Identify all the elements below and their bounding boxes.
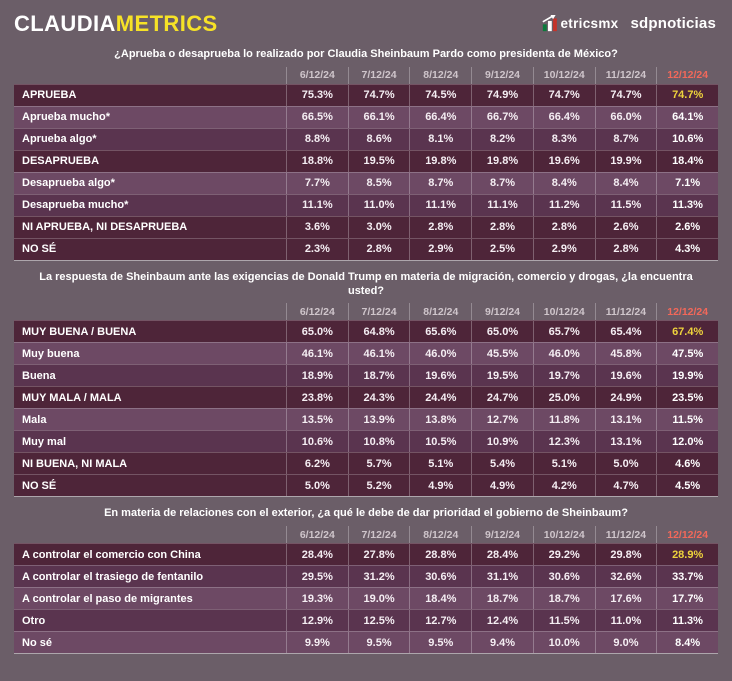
value-cell: 19.0% xyxy=(348,588,410,609)
row-label: MUY BUENA / BUENA xyxy=(22,325,137,338)
value-cell: 2.9% xyxy=(409,239,471,260)
value-cell: 19.9% xyxy=(656,365,718,386)
value-cell: 74.5% xyxy=(409,85,471,106)
value-cell: 7.7% xyxy=(286,173,348,194)
header-label-spacer xyxy=(14,67,286,84)
row-label: Aprueba algo* xyxy=(22,133,97,146)
value-cell: 28.4% xyxy=(286,544,348,565)
row-label: Otro xyxy=(22,614,46,627)
date-column-header: 9/12/24 xyxy=(471,526,533,543)
row-label: A controlar el paso de migrantes xyxy=(22,592,193,605)
brand-title xyxy=(14,10,218,36)
header-label-spacer xyxy=(14,303,286,320)
value-cell: 25.0% xyxy=(533,387,595,408)
value-cell: 28.4% xyxy=(471,544,533,565)
value-cell: 64.1% xyxy=(656,107,718,128)
value-cell: 4.9% xyxy=(409,475,471,496)
question-title: En materia de relaciones con el exterior, ¿a qué le debe de dar prioridad el gobierno de Sheinbaum? xyxy=(104,507,628,520)
value-cell: 10.6% xyxy=(286,431,348,452)
row-label: NO SÉ xyxy=(22,243,57,256)
value-cell: 18.4% xyxy=(409,588,471,609)
value-cell: 65.6% xyxy=(409,321,471,342)
value-cell: 33.7% xyxy=(656,566,718,587)
value-cell: 8.7% xyxy=(409,173,471,194)
value-cell: 24.3% xyxy=(348,387,410,408)
value-cell: 47.5% xyxy=(656,343,718,364)
value-cell: 74.9% xyxy=(471,85,533,106)
table-row xyxy=(14,216,718,238)
value-cell: 18.4% xyxy=(656,151,718,172)
date-column-header: 6/12/24 xyxy=(286,303,348,320)
value-cell: 12.5% xyxy=(348,610,410,631)
value-cell: 46.0% xyxy=(409,343,471,364)
value-cell: 46.1% xyxy=(286,343,348,364)
date-column-header: 7/12/24 xyxy=(348,67,410,84)
table-row xyxy=(14,84,718,106)
approval-section xyxy=(0,48,732,261)
value-cell: 18.7% xyxy=(348,365,410,386)
date-column-header: 8/12/24 xyxy=(409,526,471,543)
value-cell: 3.0% xyxy=(348,217,410,238)
value-cell: 12.7% xyxy=(409,610,471,631)
value-cell: 11.1% xyxy=(471,195,533,216)
value-cell: 19.7% xyxy=(533,365,595,386)
row-label: DESAPRUEBA xyxy=(22,155,100,168)
value-cell: 32.6% xyxy=(595,566,657,587)
value-cell: 9.5% xyxy=(409,632,471,653)
value-cell: 8.2% xyxy=(471,129,533,150)
value-cell: 11.1% xyxy=(409,195,471,216)
value-cell: 18.7% xyxy=(533,588,595,609)
value-cell: 28.8% xyxy=(409,544,471,565)
date-column-header: 12/12/24 xyxy=(656,526,718,543)
value-cell: 29.8% xyxy=(595,544,657,565)
value-cell: 28.9% xyxy=(656,544,718,565)
value-cell: 3.6% xyxy=(286,217,348,238)
sdpnoticias-wordmark: sdpnoticias xyxy=(630,15,716,32)
value-cell: 18.7% xyxy=(471,588,533,609)
foreign-priority-section xyxy=(0,507,732,654)
value-cell: 23.8% xyxy=(286,387,348,408)
value-cell: 19.6% xyxy=(409,365,471,386)
date-column-header: 12/12/24 xyxy=(656,67,718,84)
value-cell: 5.4% xyxy=(471,453,533,474)
value-cell: 8.4% xyxy=(533,173,595,194)
value-cell: 9.4% xyxy=(471,632,533,653)
date-column-header: 7/12/24 xyxy=(348,303,410,320)
value-cell: 2.6% xyxy=(595,217,657,238)
row-label: Aprueba mucho* xyxy=(22,111,111,124)
value-cell: 9.9% xyxy=(286,632,348,653)
value-cell: 8.7% xyxy=(471,173,533,194)
value-cell: 66.7% xyxy=(471,107,533,128)
row-label: NI BUENA, NI MALA xyxy=(22,457,128,470)
table-row xyxy=(14,194,718,216)
value-cell: 19.3% xyxy=(286,588,348,609)
value-cell: 75.3% xyxy=(286,85,348,106)
value-cell: 45.5% xyxy=(471,343,533,364)
value-cell: 4.6% xyxy=(656,453,718,474)
top-bar xyxy=(0,0,732,38)
value-cell: 46.1% xyxy=(348,343,410,364)
table-row xyxy=(14,150,718,172)
value-cell: 45.8% xyxy=(595,343,657,364)
value-cell: 19.9% xyxy=(595,151,657,172)
value-cell: 10.6% xyxy=(656,129,718,150)
value-cell: 66.4% xyxy=(533,107,595,128)
value-cell: 13.8% xyxy=(409,409,471,430)
partner-logos xyxy=(542,15,717,32)
row-label: A controlar el comercio con China xyxy=(22,548,201,561)
value-cell: 66.4% xyxy=(409,107,471,128)
date-column-header: 7/12/24 xyxy=(348,526,410,543)
table-row xyxy=(14,587,718,609)
value-cell: 4.9% xyxy=(471,475,533,496)
value-cell: 19.5% xyxy=(348,151,410,172)
value-cell: 29.5% xyxy=(286,566,348,587)
row-label: APRUEBA xyxy=(22,89,77,102)
row-label: MUY MALA / MALA xyxy=(22,391,122,404)
value-cell: 4.7% xyxy=(595,475,657,496)
row-label: Muy buena xyxy=(22,347,80,360)
value-cell: 2.8% xyxy=(348,239,410,260)
value-cell: 6.2% xyxy=(286,453,348,474)
value-cell: 11.1% xyxy=(286,195,348,216)
header-label-spacer xyxy=(14,526,286,543)
value-cell: 12.9% xyxy=(286,610,348,631)
date-column-header: 12/12/24 xyxy=(656,303,718,320)
value-cell: 66.1% xyxy=(348,107,410,128)
value-cell: 5.0% xyxy=(595,453,657,474)
date-column-header: 11/12/24 xyxy=(595,303,657,320)
value-cell: 10.9% xyxy=(471,431,533,452)
value-cell: 46.0% xyxy=(533,343,595,364)
value-cell: 4.5% xyxy=(656,475,718,496)
value-cell: 23.5% xyxy=(656,387,718,408)
row-label: Desaprueba mucho* xyxy=(22,199,129,212)
value-cell: 2.3% xyxy=(286,239,348,260)
value-cell: 8.5% xyxy=(348,173,410,194)
table-row xyxy=(14,364,718,386)
value-cell: 11.3% xyxy=(656,195,718,216)
table-row xyxy=(14,342,718,364)
date-column-header: 10/12/24 xyxy=(533,303,595,320)
value-cell: 13.1% xyxy=(595,431,657,452)
value-cell: 2.5% xyxy=(471,239,533,260)
table-row xyxy=(14,386,718,408)
value-cell: 65.0% xyxy=(286,321,348,342)
value-cell: 11.0% xyxy=(595,610,657,631)
value-cell: 9.5% xyxy=(348,632,410,653)
value-cell: 67.4% xyxy=(656,321,718,342)
value-cell: 65.0% xyxy=(471,321,533,342)
table-row xyxy=(14,106,718,128)
value-cell: 9.0% xyxy=(595,632,657,653)
value-cell: 74.7% xyxy=(656,85,718,106)
value-cell: 12.7% xyxy=(471,409,533,430)
value-cell: 4.2% xyxy=(533,475,595,496)
value-cell: 2.8% xyxy=(533,217,595,238)
table-row xyxy=(14,631,718,653)
metricsmx-barchart-icon xyxy=(542,15,559,32)
value-cell: 17.6% xyxy=(595,588,657,609)
table-date-header-row xyxy=(14,526,718,543)
value-cell: 8.4% xyxy=(595,173,657,194)
value-cell: 5.2% xyxy=(348,475,410,496)
date-column-header: 6/12/24 xyxy=(286,67,348,84)
value-cell: 10.0% xyxy=(533,632,595,653)
trump-response-section xyxy=(0,271,732,498)
value-cell: 5.0% xyxy=(286,475,348,496)
metricsmx-wordmark: etricsmx xyxy=(560,15,619,31)
table-row xyxy=(14,430,718,452)
value-cell: 13.9% xyxy=(348,409,410,430)
value-cell: 31.2% xyxy=(348,566,410,587)
value-cell: 11.5% xyxy=(595,195,657,216)
table-date-header-row xyxy=(14,303,718,320)
value-cell: 11.0% xyxy=(348,195,410,216)
value-cell: 12.0% xyxy=(656,431,718,452)
date-column-header: 10/12/24 xyxy=(533,67,595,84)
date-column-header: 6/12/24 xyxy=(286,526,348,543)
value-cell: 8.6% xyxy=(348,129,410,150)
trump-response-table xyxy=(14,303,718,497)
value-cell: 17.7% xyxy=(656,588,718,609)
value-cell: 2.8% xyxy=(471,217,533,238)
value-cell: 31.1% xyxy=(471,566,533,587)
table-row xyxy=(14,238,718,260)
value-cell: 19.5% xyxy=(471,365,533,386)
value-cell: 19.8% xyxy=(471,151,533,172)
value-cell: 19.6% xyxy=(533,151,595,172)
question-title: ¿Aprueba o desaprueba lo realizado por Claudia Sheinbaum Pardo como presidenta de México? xyxy=(114,48,618,60)
value-cell: 30.6% xyxy=(533,566,595,587)
table-row xyxy=(14,320,718,342)
value-cell: 74.7% xyxy=(348,85,410,106)
value-cell: 5.1% xyxy=(533,453,595,474)
row-label: A controlar el trasiego de fentanilo xyxy=(22,570,204,583)
value-cell: 8.4% xyxy=(656,632,718,653)
value-cell: 30.6% xyxy=(409,566,471,587)
value-cell: 8.7% xyxy=(595,129,657,150)
value-cell: 8.3% xyxy=(533,129,595,150)
date-column-header: 11/12/24 xyxy=(595,67,657,84)
table-row xyxy=(14,543,718,565)
date-column-header: 11/12/24 xyxy=(595,526,657,543)
foreign-priority-table xyxy=(14,526,718,654)
table-row xyxy=(14,609,718,631)
value-cell: 12.3% xyxy=(533,431,595,452)
table-row xyxy=(14,452,718,474)
value-cell: 18.8% xyxy=(286,151,348,172)
value-cell: 27.8% xyxy=(348,544,410,565)
value-cell: 2.8% xyxy=(595,239,657,260)
value-cell: 10.8% xyxy=(348,431,410,452)
row-label: Mala xyxy=(22,413,47,426)
brand-part-claudia: CLAUDIA xyxy=(14,10,116,36)
table-row xyxy=(14,172,718,194)
value-cell: 74.7% xyxy=(595,85,657,106)
value-cell: 4.3% xyxy=(656,239,718,260)
value-cell: 13.5% xyxy=(286,409,348,430)
row-label: Desaprueba algo* xyxy=(22,177,115,190)
date-column-header: 8/12/24 xyxy=(409,303,471,320)
brand-part-metrics: METRICS xyxy=(115,10,218,36)
row-label: NI APRUEBA, NI DESAPRUEBA xyxy=(22,221,188,234)
value-cell: 7.1% xyxy=(656,173,718,194)
date-column-header: 8/12/24 xyxy=(409,67,471,84)
value-cell: 66.0% xyxy=(595,107,657,128)
date-column-header: 9/12/24 xyxy=(471,303,533,320)
metricsmx-logo xyxy=(542,15,619,32)
date-column-header: 9/12/24 xyxy=(471,67,533,84)
approval-table xyxy=(14,67,718,261)
value-cell: 11.5% xyxy=(533,610,595,631)
value-cell: 19.8% xyxy=(409,151,471,172)
value-cell: 2.6% xyxy=(656,217,718,238)
value-cell: 29.2% xyxy=(533,544,595,565)
value-cell: 5.7% xyxy=(348,453,410,474)
value-cell: 13.1% xyxy=(595,409,657,430)
table-row xyxy=(14,565,718,587)
question-title: La respuesta de Sheinbaum ante las exigencias de Donald Trump en materia de migración, comercio y drogas, ¿la encuentra usted? xyxy=(39,270,693,297)
value-cell: 24.9% xyxy=(595,387,657,408)
value-cell: 11.3% xyxy=(656,610,718,631)
value-cell: 65.7% xyxy=(533,321,595,342)
value-cell: 19.6% xyxy=(595,365,657,386)
table-row xyxy=(14,408,718,430)
value-cell: 24.4% xyxy=(409,387,471,408)
table-row xyxy=(14,128,718,150)
value-cell: 24.7% xyxy=(471,387,533,408)
value-cell: 8.8% xyxy=(286,129,348,150)
value-cell: 5.1% xyxy=(409,453,471,474)
table-date-header-row xyxy=(14,67,718,84)
row-label: NO SÉ xyxy=(22,479,57,492)
row-label: No sé xyxy=(22,636,52,649)
value-cell: 11.2% xyxy=(533,195,595,216)
value-cell: 12.4% xyxy=(471,610,533,631)
value-cell: 11.5% xyxy=(656,409,718,430)
value-cell: 2.8% xyxy=(409,217,471,238)
value-cell: 74.7% xyxy=(533,85,595,106)
value-cell: 18.9% xyxy=(286,365,348,386)
value-cell: 8.1% xyxy=(409,129,471,150)
value-cell: 10.5% xyxy=(409,431,471,452)
value-cell: 66.5% xyxy=(286,107,348,128)
value-cell: 2.9% xyxy=(533,239,595,260)
value-cell: 64.8% xyxy=(348,321,410,342)
row-label: Muy mal xyxy=(22,435,67,448)
date-column-header: 10/12/24 xyxy=(533,526,595,543)
value-cell: 65.4% xyxy=(595,321,657,342)
table-row xyxy=(14,474,718,496)
value-cell: 11.8% xyxy=(533,409,595,430)
row-label: Buena xyxy=(22,369,56,382)
